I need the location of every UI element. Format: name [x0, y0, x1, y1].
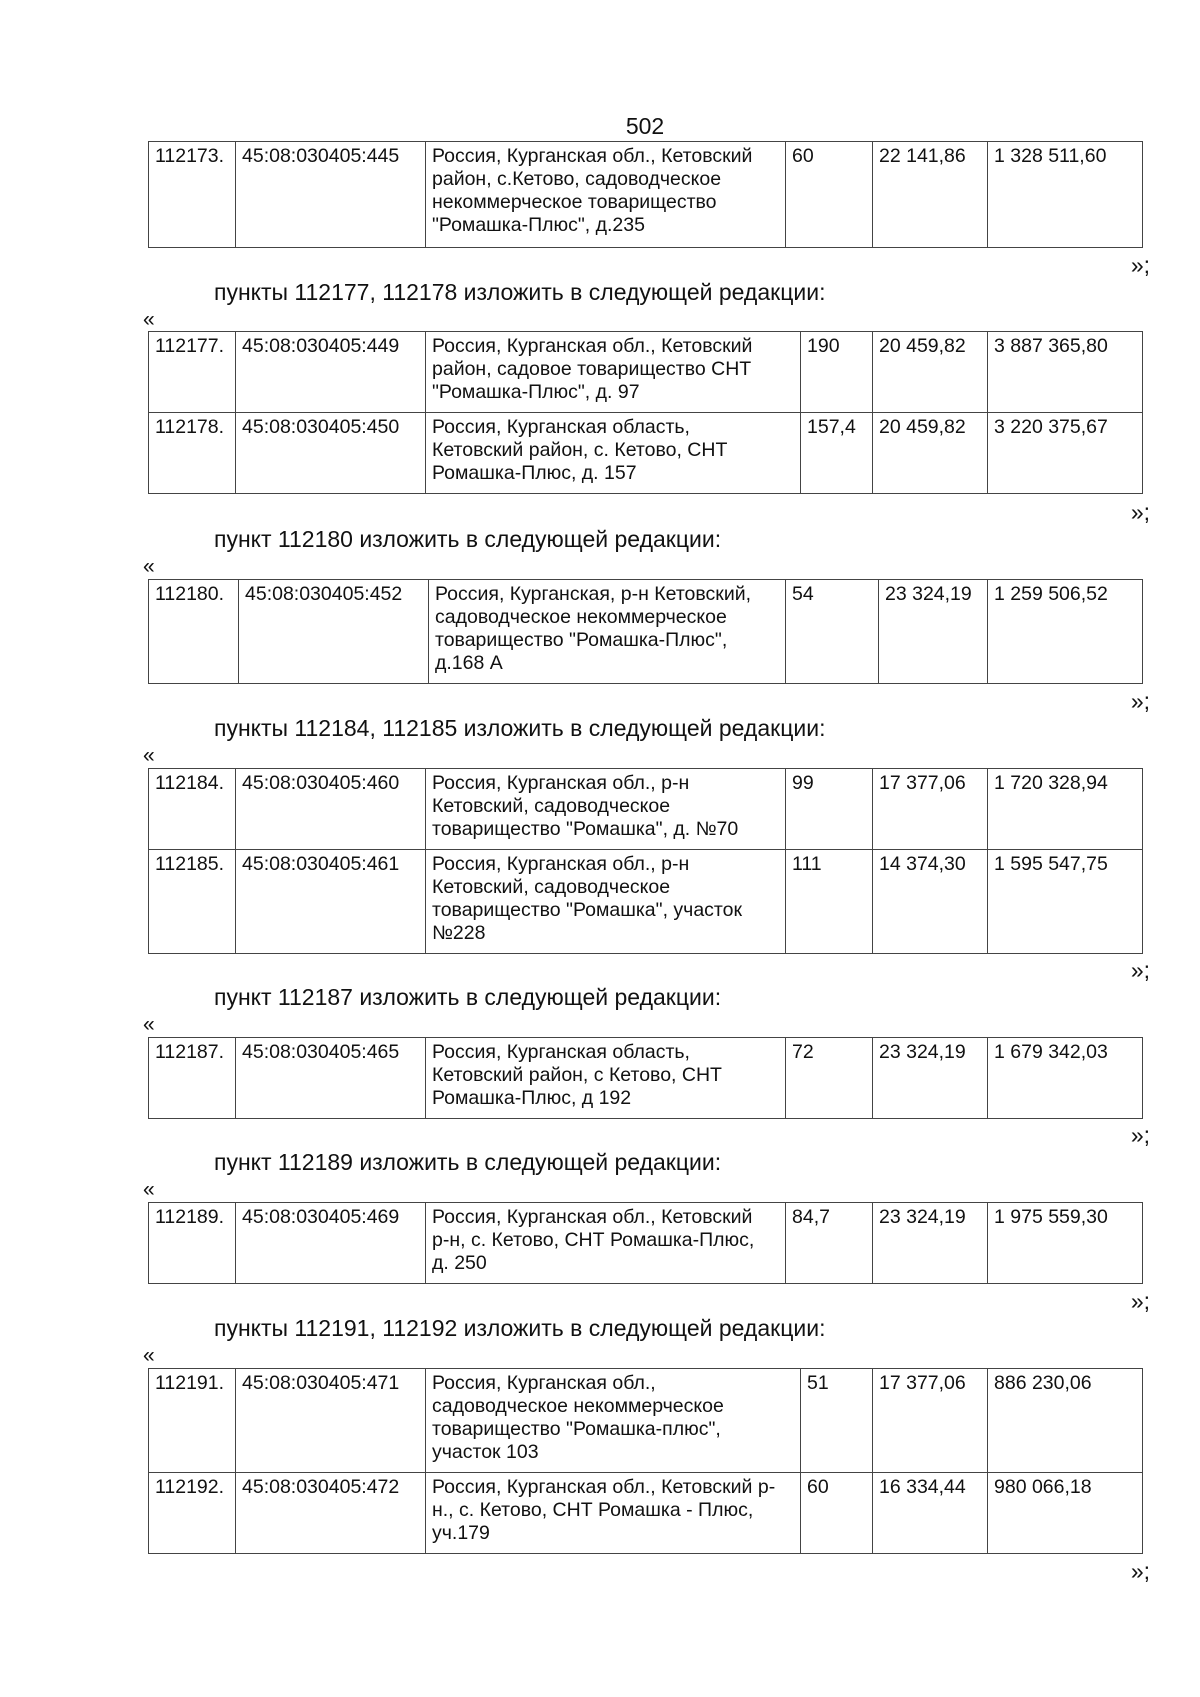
table-block-3	[148, 768, 1142, 954]
closing-quote: »;	[1130, 1288, 1150, 1314]
cadastral-table-1	[148, 331, 1143, 494]
cadastral-table-6	[148, 1368, 1143, 1554]
item-number: 112189.	[149, 1203, 236, 1284]
area: 54	[786, 580, 879, 684]
table-block-4	[148, 1037, 1142, 1119]
opening-quote: «	[143, 1178, 155, 1201]
cadastral-number: 45:08:030405:465	[236, 1038, 426, 1119]
table-block-5	[148, 1202, 1142, 1284]
cadastral-number: 45:08:030405:472	[236, 1473, 426, 1554]
amendment-instruction: пункт 112187 изложить в следующей редакции:	[214, 984, 722, 1010]
amendment-instruction: пункты 112184, 112185 изложить в следующей редакции:	[214, 715, 826, 741]
cadastral-value: 1 595 547,75	[988, 850, 1143, 954]
unit-value: 23 324,19	[879, 580, 988, 684]
address: Россия, Курганская обл., Кетовский район, с.Кетово, садоводческое некоммерческое товарищество "Ромашка-Плюс", д.235	[426, 142, 786, 248]
page-number: 502	[625, 113, 665, 139]
table-row	[149, 142, 1143, 248]
cadastral-table-2	[148, 579, 1143, 684]
opening-quote: «	[143, 1013, 155, 1036]
address: Россия, Курганская обл., Кетовский р-н, с. Кетово, СНТ Ромашка-Плюс, д. 250	[426, 1203, 786, 1284]
cadastral-number: 45:08:030405:461	[236, 850, 426, 954]
area: 157,4	[801, 413, 873, 494]
amendment-instruction: пункт 112189 изложить в следующей редакции:	[214, 1149, 722, 1175]
amendment-instruction: пункты 112177, 112178 изложить в следующей редакции:	[214, 279, 826, 305]
table-block-1	[148, 331, 1142, 494]
item-number: 112192.	[149, 1473, 236, 1554]
closing-quote: »;	[1130, 1558, 1150, 1584]
unit-value: 22 141,86	[873, 142, 988, 248]
unit-value: 23 324,19	[873, 1038, 988, 1119]
address: Россия, Курганская область, Кетовский район, с Кетово, СНТ Ромашка-Плюс, д 192	[426, 1038, 786, 1119]
area: 51	[801, 1369, 873, 1473]
cadastral-value: 980 066,18	[988, 1473, 1143, 1554]
address: Россия, Курганская, р-н Кетовский, садоводческое некоммерческое товарищество "Ромашка-Плюс", д.168 А	[429, 580, 786, 684]
address: Россия, Курганская обл., Кетовский район, садовое товарищество СНТ "Ромашка-Плюс", д. 97	[426, 332, 801, 413]
cadastral-value: 3 220 375,67	[988, 413, 1143, 494]
opening-quote: «	[143, 308, 155, 331]
address: Россия, Курганская обл., р-н Кетовский, садоводческое товарищество "Ромашка", участок №228	[426, 850, 786, 954]
cadastral-value: 3 887 365,80	[988, 332, 1143, 413]
area: 60	[786, 142, 873, 248]
area: 60	[801, 1473, 873, 1554]
cadastral-value: 1 679 342,03	[988, 1038, 1143, 1119]
area: 84,7	[786, 1203, 873, 1284]
address: Россия, Курганская область, Кетовский район, с. Кетово, СНТ Ромашка-Плюс, д. 157	[426, 413, 801, 494]
table-row	[149, 332, 1143, 413]
area: 72	[786, 1038, 873, 1119]
address: Россия, Курганская обл., Кетовский р- н., с. Кетово, СНТ Ромашка - Плюс, уч.179	[426, 1473, 801, 1554]
cadastral-number: 45:08:030405:450	[236, 413, 426, 494]
unit-value: 16 334,44	[873, 1473, 988, 1554]
item-number: 112184.	[149, 769, 236, 850]
table-row	[149, 769, 1143, 850]
table-row	[149, 580, 1143, 684]
table-row	[149, 850, 1143, 954]
unit-value: 17 377,06	[873, 1369, 988, 1473]
cadastral-value: 886 230,06	[988, 1369, 1143, 1473]
closing-quote: »;	[1130, 957, 1150, 983]
cadastral-table-3	[148, 768, 1143, 954]
area: 190	[801, 332, 873, 413]
table-row	[149, 413, 1143, 494]
unit-value: 20 459,82	[873, 332, 988, 413]
cadastral-number: 45:08:030405:445	[236, 142, 426, 248]
address: Россия, Курганская обл., садоводческое некоммерческое товарищество "Ромашка-плюс", участок 103	[426, 1369, 801, 1473]
cadastral-number: 45:08:030405:471	[236, 1369, 426, 1473]
table-row	[149, 1038, 1143, 1119]
table-block-0	[148, 141, 1142, 248]
item-number: 112173.	[149, 142, 236, 248]
table-block-6	[148, 1368, 1142, 1554]
unit-value: 14 374,30	[873, 850, 988, 954]
opening-quote: «	[143, 744, 155, 767]
unit-value: 17 377,06	[873, 769, 988, 850]
item-number: 112191.	[149, 1369, 236, 1473]
closing-quote: »;	[1130, 688, 1150, 714]
cadastral-value: 1 259 506,52	[988, 580, 1143, 684]
opening-quote: «	[143, 555, 155, 578]
cadastral-value: 1 975 559,30	[988, 1203, 1143, 1284]
address: Россия, Курганская обл., р-н Кетовский, садоводческое товарищество "Ромашка", д. №70	[426, 769, 786, 850]
item-number: 112185.	[149, 850, 236, 954]
unit-value: 23 324,19	[873, 1203, 988, 1284]
table-row	[149, 1473, 1143, 1554]
unit-value: 20 459,82	[873, 413, 988, 494]
cadastral-value: 1 328 511,60	[988, 142, 1143, 248]
opening-quote: «	[143, 1344, 155, 1367]
item-number: 112180.	[149, 580, 239, 684]
item-number: 112187.	[149, 1038, 236, 1119]
item-number: 112177.	[149, 332, 236, 413]
table-row	[149, 1203, 1143, 1284]
cadastral-number: 45:08:030405:460	[236, 769, 426, 850]
cadastral-value: 1 720 328,94	[988, 769, 1143, 850]
cadastral-number: 45:08:030405:449	[236, 332, 426, 413]
amendment-instruction: пункт 112180 изложить в следующей редакции:	[214, 526, 722, 552]
area: 99	[786, 769, 873, 850]
closing-quote: »;	[1130, 1122, 1150, 1148]
table-block-2	[148, 579, 1142, 684]
cadastral-table-0	[148, 141, 1143, 248]
closing-quote: »;	[1130, 252, 1150, 278]
amendment-instruction: пункты 112191, 112192 изложить в следующей редакции:	[214, 1315, 826, 1341]
cadastral-table-5	[148, 1202, 1143, 1284]
item-number: 112178.	[149, 413, 236, 494]
cadastral-table-4	[148, 1037, 1143, 1119]
cadastral-number: 45:08:030405:452	[239, 580, 429, 684]
table-row	[149, 1369, 1143, 1473]
cadastral-number: 45:08:030405:469	[236, 1203, 426, 1284]
area: 111	[786, 850, 873, 954]
closing-quote: »;	[1130, 499, 1150, 525]
